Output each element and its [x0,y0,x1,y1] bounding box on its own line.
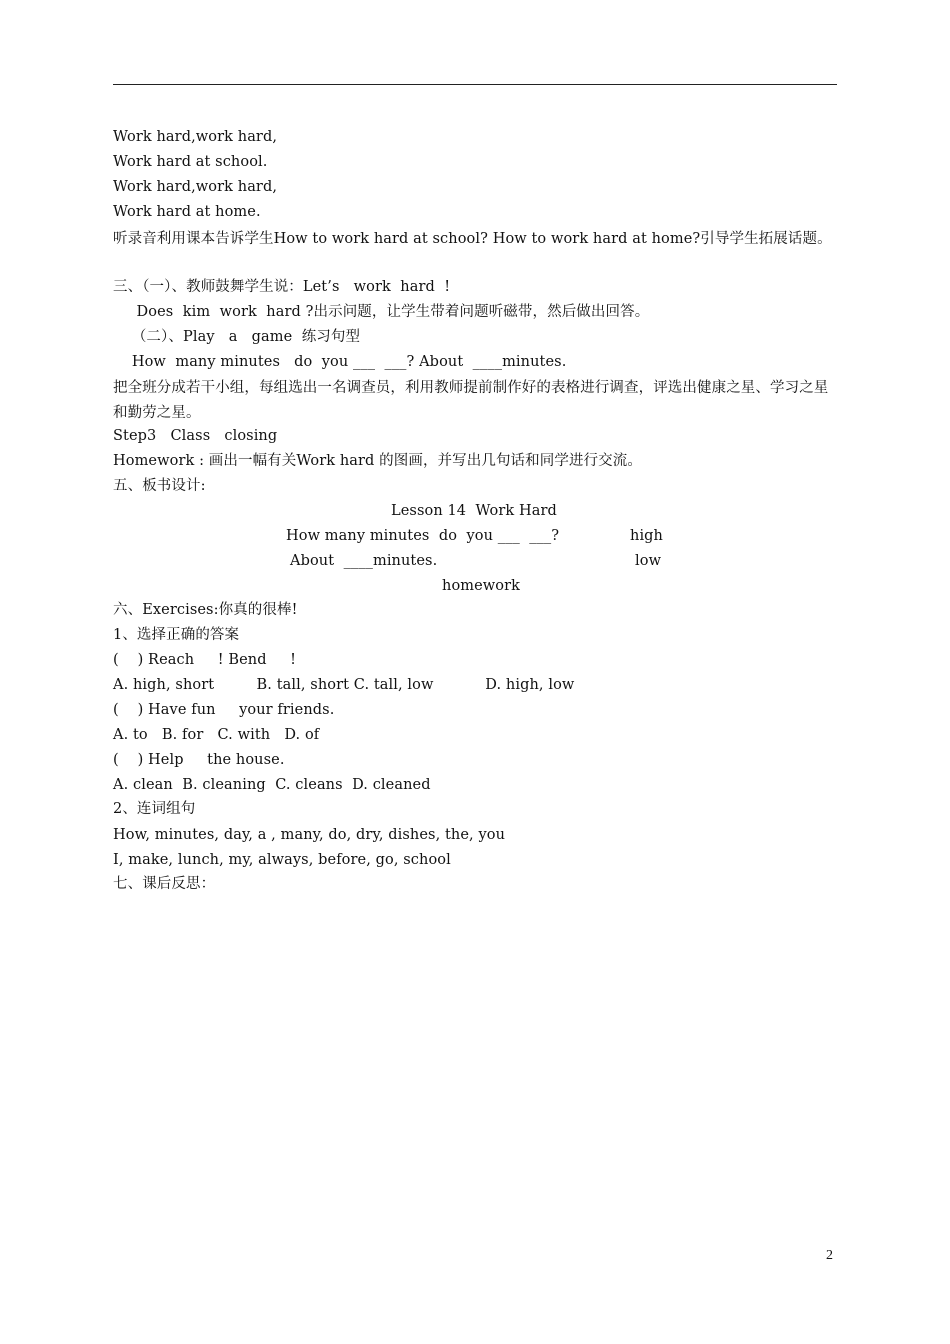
chant-line: Work hard at home. [113,204,261,220]
section-three-heading: 三、（一）、教师鼓舞学生说：Let’s work hard ! [113,279,451,295]
step3-line: Step3 Class closing [113,428,278,444]
sentence-pattern: How many minutes do you ___ ___? About ____minutes. [113,354,567,370]
game-heading: （二）、Play a game 练习句型 [113,329,361,345]
question-1-options: A. high, short B. tall, short C. tall, low D. high, low [113,677,575,693]
section-seven-heading: 七、课后反思： [113,876,216,892]
homework-line: Homework : 画出一幅有关Work hard 的图画，并写出几句话和同学进行交流。 [113,453,642,469]
section-six-heading: 六、Exercises:你真的很棒! [113,602,298,618]
question-line: Does kim work hard ?出示问题，让学生带着问题听磁带，然后做出回答。 [113,304,650,320]
question-2: ( ) Have fun your friends. [113,702,335,718]
section-five-heading: 五、板书设计: [113,478,206,494]
board-line-2: About ____minutes. [290,553,438,569]
board-word-low: low [635,553,662,569]
question-3: ( ) Help the house. [113,752,285,768]
question-2-options: A. to B. for C. with D. of [113,727,320,743]
board-title: Lesson 14 Work Hard [391,503,557,519]
chant-line: Work hard at school. [113,154,268,170]
question-1: ( ) Reach ! Bend ! [113,652,297,668]
exercise-2-heading: 2、连词组句 [113,801,196,817]
board-line-1: How many minutes do you ___ ___? [286,528,560,544]
chant-line: Work hard,work hard, [113,179,278,195]
page-number: 2 [826,1248,833,1263]
question-3-options: A. clean B. cleaning C. cleans D. cleaned [113,777,431,793]
word-order-2: I, make, lunch, my, always, before, go, school [113,852,451,868]
paragraph-listen: 听录音利用课本告诉学生How to work hard at school? How to work hard at home?引导学生拓展话题。 [113,231,832,247]
paragraph-survey: 把全班分成若干小组，每组选出一名调查员，利用教师提前制作好的表格进行调查，评选出健康之星、学习之星和勤劳之星。 [113,380,829,421]
chant-line: Work hard,work hard, [113,129,278,145]
word-order-1: How, minutes, day, a , many, do, dry, dishes, the, you [113,827,506,843]
header-rule [113,84,837,85]
board-word-homework: homework [442,578,521,594]
exercise-1-heading: 1、选择正确的答案 [113,627,240,643]
board-word-high: high [630,528,663,544]
